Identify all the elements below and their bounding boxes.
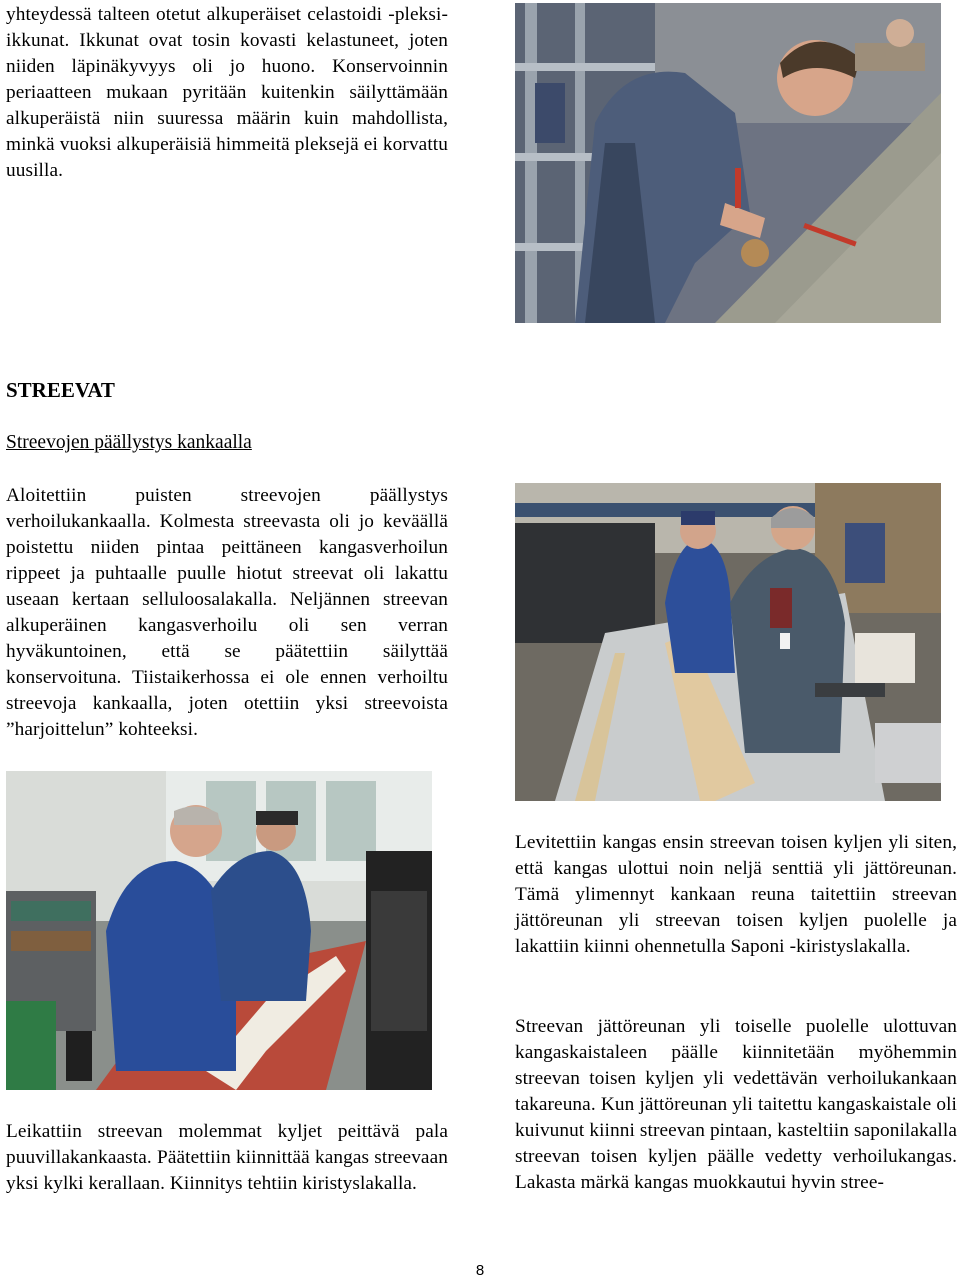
photo-man-working-on-wing [515, 3, 941, 323]
paragraph-first-side: Levitettiin kangas ensin streevan toisen kyljen yli siten, että kangas ulottui noin neljä senttiä yli jättöreunan. Tämä ylimennyt kankaan reuna taitettiin streevan jättöreunan yli streevan toisen kyljen puolelle ja lakattiin kiinni ohennetulla Saponi -kiristyslakalla. [515, 832, 957, 957]
intro-paragraph: yhteydessä talteen otetut alkuperäiset celastoidi -pleksi-ikkunat. Ikkunat ovat tosin kovasti kelastuneet, joten niiden läpinäkyvyys oli jo huono. Konservoinnin periaatteen mukaan pyritään kuitenkin säilyttämään alkuperäistä niin suuressa määrin kuin mahdollista, minkä vuoksi alkuperäisiä himmeitä pleksejä ei korvattu uusilla. [6, 4, 448, 181]
page-number: 8 [475, 1262, 485, 1279]
paragraph-cutting-fabric: Leikattiin streevan molemmat kyljet peittävä pala puuvillakankaasta. Päätettiin kiinnittää kangas streevaan yksi kylki kerallaan. Kiinnitys tehtiin kiristyslakalla. [6, 1121, 448, 1194]
paragraph-second-side: Streevan jättöreunan yli toiselle puolelle ulottuvan kangaskaistaleen päälle kiinnitetään myöhemmin streevan toisen kyljen yli vedettävän verhoilukankaan takareuna. Kun jättöreunan yli taitettu kangaskaistale oli kuivunut kiinni streevan pintaan, kasteltiin saponilakalla streevan toisen kyljen päälle vedetty verhoilukangas. Lakasta märkä kangas muokkautui hyvin stree- [515, 1016, 957, 1193]
photo-two-men-with-strut [515, 483, 941, 801]
paragraph-covering-start: Aloitettiin puisten streevojen päällystys verhoilukankaalla. Kolmesta streevasta oli jo keväällä poistettu niiden pintaa peittäneen kangasverhoilun rippeet ja puhtaalle puulle hiotut streevat oli lakattu useaan kertaan selluloosalakalla. Neljännen streevan alkuperäinen kangasverhoilu oli sen verran hyväkuntoinen, että se päätettiin säilyttää konservoituna. Tiistaikerhossa ei ole ennen verhoiltu streevoja kankaalla, joten otettiin yksi streevoista ”harjoittelun” kohteeksi. [6, 485, 448, 740]
photo-men-laying-fabric [6, 771, 432, 1090]
section-subheading: Streevojen päällystys kankaalla [6, 432, 252, 453]
section-heading: STREEVAT [6, 378, 115, 402]
